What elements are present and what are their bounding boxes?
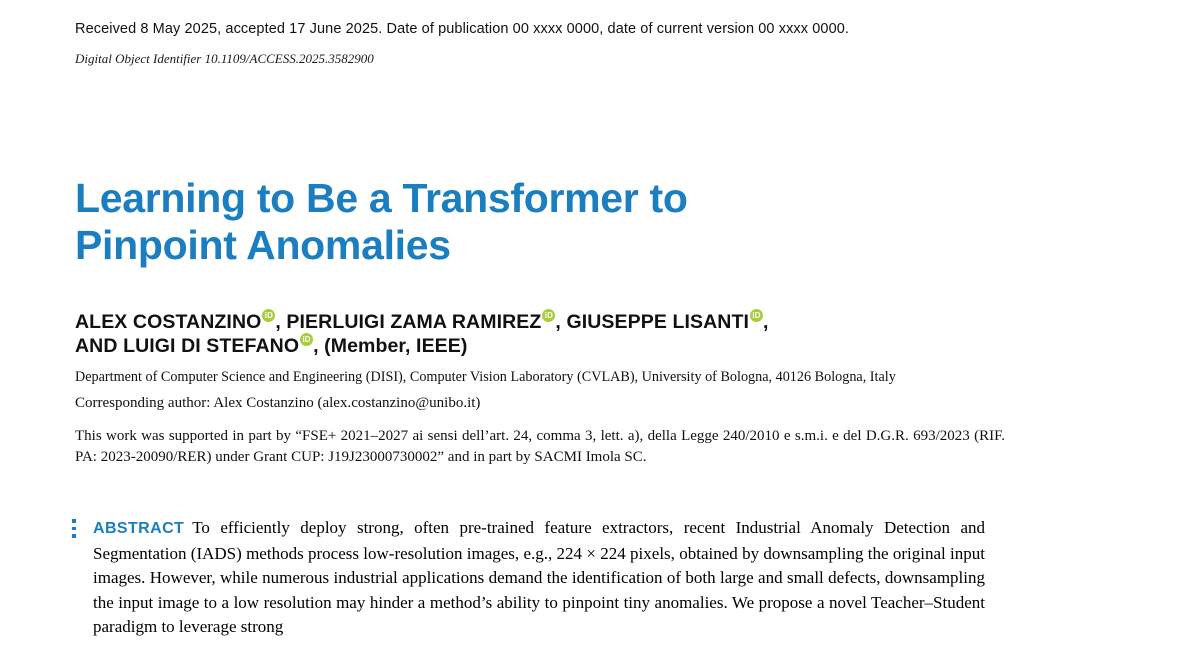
orcid-icon[interactable]: [300, 333, 313, 346]
abstract-body: [75, 516, 985, 640]
orcid-icon[interactable]: [542, 309, 555, 322]
orcid-icon[interactable]: [750, 309, 763, 322]
author-lisanti: , GIUSEPPE LISANTI: [555, 311, 749, 333]
received-accepted-line: Received 8 May 2025, accepted 17 June 2025. Date of publication 00 xxxx 0000, date of current version 00 xxxx 0000.: [75, 21, 850, 37]
corresponding-author: Corresponding author: Alex Costanzino (alex.costanzino@unibo.it): [75, 395, 481, 411]
orcid-icon[interactable]: [262, 309, 275, 322]
title-line-1: Learning to Be a Transformer to: [75, 175, 688, 221]
title-line-2: Pinpoint Anomalies: [75, 222, 451, 268]
author-costanzino: ALEX COSTANZINO: [75, 311, 262, 333]
doi-line: Digital Object Identifier 10.1109/ACCESS.2025.3582900: [75, 51, 374, 66]
author-line1-tail: ,: [763, 311, 769, 333]
funding-note: This work was supported in part by “FSE+ 2021–2027 ai sensi dell’art. 24, comma 3, lett. a), della Legge 240/2010 e s.m.i. e del D.G.R. 693/2023 (RIF. PA: 2023-20090/RER) under Grant CUP: J19J23000730002” and in part by SACMI Imola SC.: [75, 428, 1005, 465]
abstract-label: ABSTRACT: [93, 520, 185, 537]
author-membership: , (Member, IEEE): [313, 335, 468, 357]
author-list: [75, 310, 995, 358]
author-di-stefano: AND LUIGI DI STEFANO: [75, 335, 300, 357]
abstract-marker-dots: [72, 519, 77, 542]
author-zama-ramirez: , PIERLUIGI ZAMA RAMIREZ: [275, 311, 542, 333]
page-title: [75, 175, 975, 269]
affiliation: Department of Computer Science and Engineering (DISI), Computer Vision Laboratory (CVLAB), University of Bologna, 40126 Bologna, Italy: [75, 369, 896, 385]
abstract-section: [75, 516, 985, 640]
abstract-text: To efficiently deploy strong, often pre-trained feature extractors, recent Industrial Anomaly Detection and Segmentation (IADS) methods process low-resolution images, e.g., 224 × 224 pixels, obtained by downsampling the original input images. However, while numerous industrial applications demand the identification of both large and small defects, downsampling the input image to a low resolution may hinder a method’s ability to pinpoint tiny anomalies. We propose a novel Teacher–Student paradigm to leverage strong: [93, 518, 985, 637]
